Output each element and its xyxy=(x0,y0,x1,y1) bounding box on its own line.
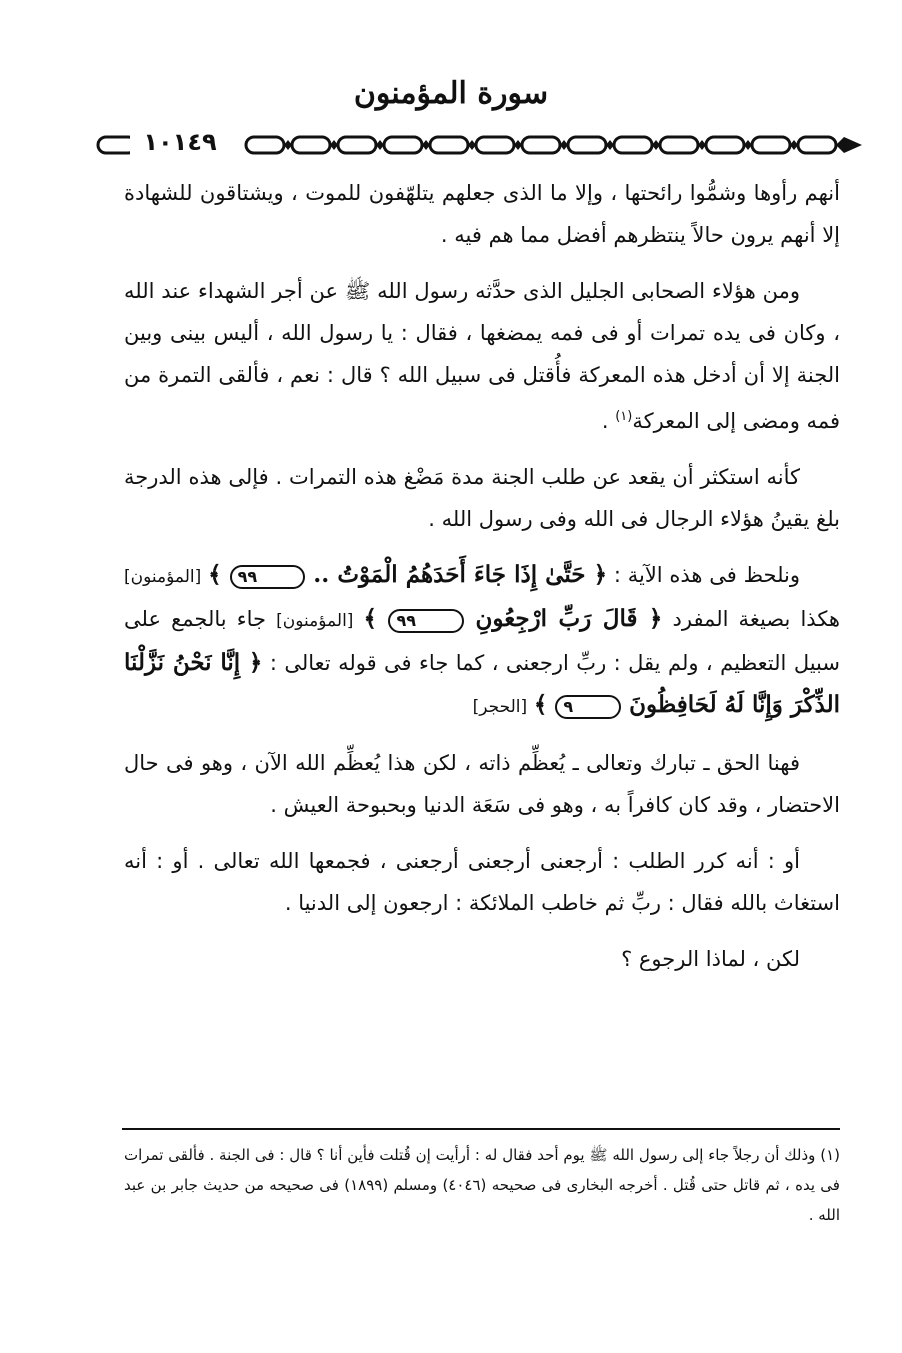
surah-reference: [الحجر] xyxy=(472,697,528,717)
paragraph-text: هكذا بصيغة المفرد xyxy=(662,607,840,631)
quran-verse xyxy=(208,561,607,588)
verse-text: ﴿ إِنَّا نَحْنُ نَزَّلْنَا الذِّكْرَ وَإِنَّا لَهُ لَحَافِظُونَ xyxy=(124,649,840,718)
paragraph-end: . xyxy=(601,409,616,433)
verse-number-badge: ٩ xyxy=(555,695,621,719)
verse-text: ﴿ قَالَ رَبِّ ارْجِعُونِ xyxy=(464,605,663,632)
surah-reference: [المؤمنون] xyxy=(124,567,202,587)
verse-number-badge: ٩٩ xyxy=(230,565,306,589)
paragraph: فهنا الحق ـ تبارك وتعالى ـ يُعظِّم ذاته ، لكن هذا يُعظِّم الله الآن ، وهو فى حال الاحتضار ، وقد كان كافراً به ، وهو فى سَعَة الدنيا وبحبوحة العيش . xyxy=(124,751,840,817)
surah-reference: [المؤمنون] xyxy=(276,611,354,631)
paragraph-text: ونلحظ فى هذه الآية : xyxy=(607,563,801,587)
paragraph: أنهم رأوها وشمُّوا رائحتها ، وإلا ما الذى جعلهم يتلهّفون للموت ، ويشتاقون للشهادة إلا أنهم يرون حالاً ينتظرهم أفضل مما هم فيه . xyxy=(124,181,840,247)
quran-verse xyxy=(364,605,663,632)
paragraph: أو : أنه كرر الطلب : أرجعنى أرجعنى أرجعنى ، فجمعها الله تعالى . أو : أنه استغاث بالله فقال : ربِّ ثم خاطب الملائكة : ارجعون إلى الدنيا . xyxy=(124,849,840,915)
verse-close-bracket: ﴾ xyxy=(363,605,389,632)
paragraph-with-verses xyxy=(124,554,840,728)
verse-close-bracket: ﴾ xyxy=(533,691,556,718)
paragraph-text: جاء بالجمع على سبيل التعظيم ، ولم يقل : ربِّ ارجعنى ، كما جاء فى قوله تعالى : xyxy=(124,607,840,675)
footnotes-section xyxy=(124,1140,840,1230)
verse-number-badge: ٩٩ xyxy=(388,609,464,633)
paragraph-text: ومن هؤلاء الصحابى الجليل الذى حدَّثه رسول الله ﷺ عن أجر الشهداء عند الله ، وكان فى يده تمرات أو فى فمه يمضغها ، فقال : يا رسول الله ، أليس بينى وبين الجنة إلا أن أدخل هذه المعركة فأُقتل فى سبيل الله ؟ قال : نعم ، فألقى التمرة من فمه ومضى إلى المعركة xyxy=(124,279,840,433)
footnote-separator xyxy=(122,1128,840,1130)
footnote: (١) وذلك أن رجلاً جاء إلى رسول الله ﷺ يوم أحد فقال له : أرأيت إن قُتلت فأين أنا ؟ قال : فى الجنة . فألقى تمرات فى يده ، ثم قاتل حتى قُتل . أخرجه البخارى فى صحيحه (٤٠٤٦) ومسلم (١٨٩٩) فى صحيحه من حديث جابر بن عبد الله . xyxy=(124,1146,840,1224)
page-number: ١٠١٤٩ xyxy=(130,124,230,160)
verse-close-bracket: ﴾ xyxy=(208,561,230,588)
paragraph: لكن ، لماذا الرجوع ؟ xyxy=(621,947,800,971)
main-text xyxy=(124,172,840,994)
paragraph xyxy=(124,270,840,442)
surah-title: سورة المؤمنون xyxy=(353,76,549,111)
paragraph: كأنه استكثر أن يقعد عن طلب الجنة مدة مَضْغ هذه التمرات . فإلى هذه الدرجة بلغ يقينُ هؤلاء الرجال فى الله وفى رسول الله . xyxy=(124,465,840,531)
verse-text: ﴿ حَتَّىٰ إِذَا جَاءَ أَحَدَهُمُ الْمَوْتُ .. xyxy=(305,561,608,588)
footnote-marker[interactable]: (١) xyxy=(615,409,633,424)
